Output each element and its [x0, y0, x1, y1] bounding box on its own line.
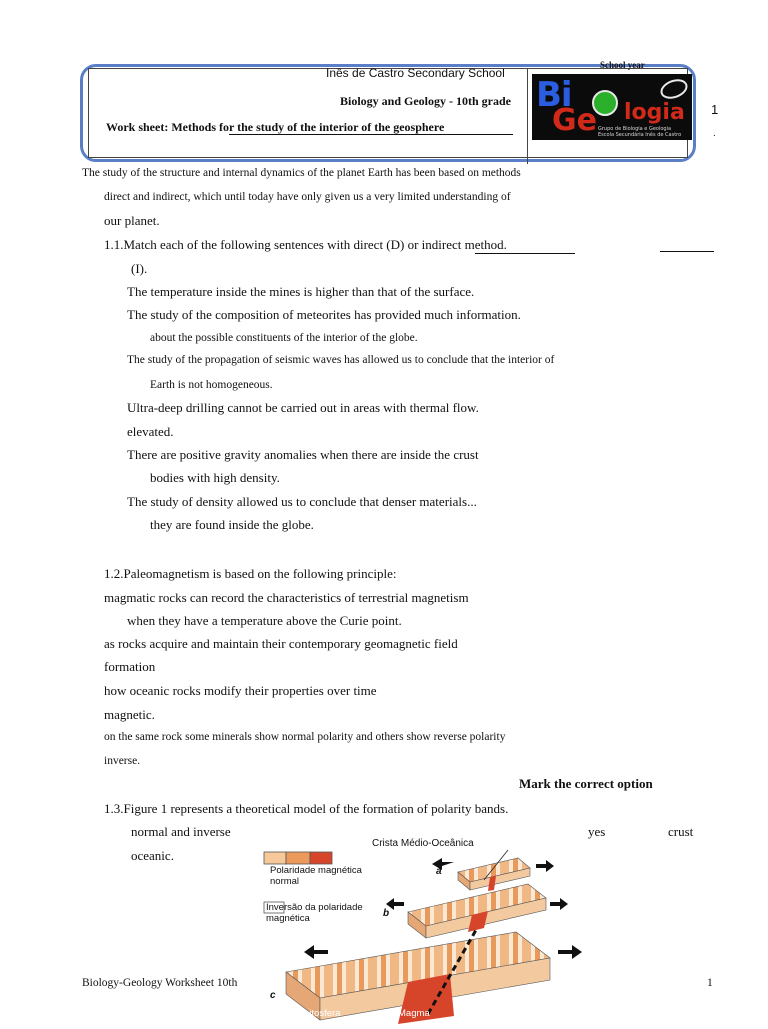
- q1-1-item-6-cont: they are found inside the globe.: [150, 517, 314, 532]
- satellite-orbit-icon: [658, 76, 690, 102]
- q1-3-line-2c: crust: [668, 824, 694, 839]
- stage-a-block: [458, 850, 530, 891]
- logo-tagline: [598, 126, 681, 138]
- q1-3-prompt: 1.3.Figure 1 represents a theoretical model of the formation of polarity bands.: [104, 801, 509, 816]
- q1-2-option-1-cont: when they have a temperature above the Curie point.: [127, 613, 402, 628]
- q1-1-item-3-cont: Earth is not homogeneous.: [150, 379, 273, 391]
- figure-stage-b: b: [383, 908, 390, 919]
- figure-legend-normal: [270, 865, 362, 887]
- q1-1-item-2: The study of the composition of meteorites has provided much information.: [127, 307, 521, 322]
- school-year-label: School year: [600, 60, 645, 70]
- figure-legend-normal-line-1: Polaridade magnética: [270, 865, 362, 876]
- figure-legend-inverse-line-1: Inversão da polaridade: [266, 902, 363, 913]
- q1-2-option-1: magmatic rocks can record the characteristics of terrestrial magnetism: [104, 590, 469, 605]
- figure-legend-inverse: [266, 902, 363, 924]
- q1-3-line-3: oceanic.: [131, 848, 174, 863]
- q1-1-prompt-cont: (I).: [131, 261, 148, 276]
- biologia-geologia-logo: [532, 74, 692, 140]
- figure-legend-inverse-line-2: magnética: [266, 913, 310, 924]
- logo-geo-text: [552, 104, 597, 138]
- q1-3-line-2a: normal and inverse: [131, 824, 231, 839]
- legend-normal-swatch: [264, 852, 332, 864]
- school-name: Inês de Castro Secondary School: [326, 66, 505, 80]
- logo-geo-e: e: [576, 103, 597, 138]
- q1-2-option-3: how oceanic rocks modify their properties over time: [104, 683, 377, 698]
- footer-left: Biology-Geology Worksheet 10th: [82, 977, 238, 989]
- figure-label-lithosphere-left: Litosfera: [304, 1008, 341, 1019]
- q1-2-prompt: 1.2.Paleomagnetism is based on the following principle:: [104, 566, 397, 581]
- q1-3-line-2b: yes: [588, 824, 606, 839]
- q1-1-item-2-cont: about the possible constituents of the interior of the globe.: [150, 332, 418, 344]
- q1-1-item-1: The temperature inside the mines is higher than that of the surface.: [127, 284, 475, 299]
- q1-2-option-3-cont: magnetic.: [104, 707, 155, 722]
- polarity-bands-figure: [258, 838, 600, 1024]
- figure-stage-a: a: [436, 866, 442, 877]
- intro-line-2: direct and indirect, which until today have only given us a very limited understanding of: [104, 191, 511, 203]
- q1-1-prompt: [104, 237, 575, 254]
- q1-2-option-4-cont: inverse.: [104, 755, 141, 767]
- q1-1-answer-blank[interactable]: [660, 251, 714, 252]
- stage-b-block: [408, 884, 546, 938]
- logo-tagline-1: Grupo de Biologia e Geologia: [598, 126, 672, 132]
- q1-1-prompt-underlined: ethod.: [475, 237, 575, 254]
- figure-label-ridge: Crista Médio-Oceânica: [372, 838, 474, 849]
- q1-2-option-2: as rocks acquire and maintain their contemporary geomagnetic field: [104, 636, 458, 651]
- q1-1-item-4: Ultra-deep drilling cannot be carried out in areas with thermal flow.: [127, 400, 479, 415]
- figure-legend-normal-line-2: normal: [270, 876, 300, 887]
- footer-page-number: 1: [707, 977, 713, 989]
- q1-1-prompt-text: 1.1.Match each of the following sentences with direct (D) or indirect m: [104, 237, 475, 252]
- worksheet-title-prefix: Work sheet: Methods fo: [106, 120, 229, 134]
- q1-1-item-3: The study of the propagation of seismic waves has allowed us to conclude that the interior of: [127, 354, 555, 366]
- worksheet-title: [106, 120, 513, 135]
- page-marker-dot: .: [713, 128, 716, 139]
- q1-2-option-2-cont: formation: [104, 659, 156, 674]
- q1-2-instruction: Mark the correct option: [519, 776, 653, 791]
- q1-1-item-4-cont: elevated.: [127, 424, 174, 439]
- header-divider: [527, 68, 528, 164]
- q1-2-option-4: on the same rock some minerals show normal polarity and others show reverse polarity: [104, 731, 506, 743]
- intro-line-1: The study of the structure and internal dynamics of the planet Earth has been based on methods: [82, 167, 521, 179]
- q1-1-item-6: The study of density allowed us to conclude that denser materials...: [127, 494, 477, 509]
- q1-1-item-5: There are positive gravity anomalies when there are inside the crust: [127, 447, 479, 462]
- logo-tagline-2: Escola Secundária Inês de Castro: [598, 132, 682, 138]
- logo-logia-text: logia: [624, 100, 685, 125]
- logo-geo-g: G: [552, 103, 577, 138]
- q1-1-item-5-cont: bodies with high density.: [150, 470, 280, 485]
- figure-stage-c: c: [270, 990, 276, 1001]
- page-marker: 1: [711, 102, 719, 117]
- subject-title: Biology and Geology - 10th grade: [340, 94, 512, 108]
- worksheet-title-underlined: r the study of the interior of the geosphere: [229, 120, 513, 135]
- logo-bio: Bi: [536, 75, 572, 115]
- figure-label-magma: Magma: [398, 1008, 430, 1019]
- figure-label-lithosphere-right: Litosfera: [480, 1008, 517, 1019]
- intro-line-3: our planet.: [104, 213, 160, 228]
